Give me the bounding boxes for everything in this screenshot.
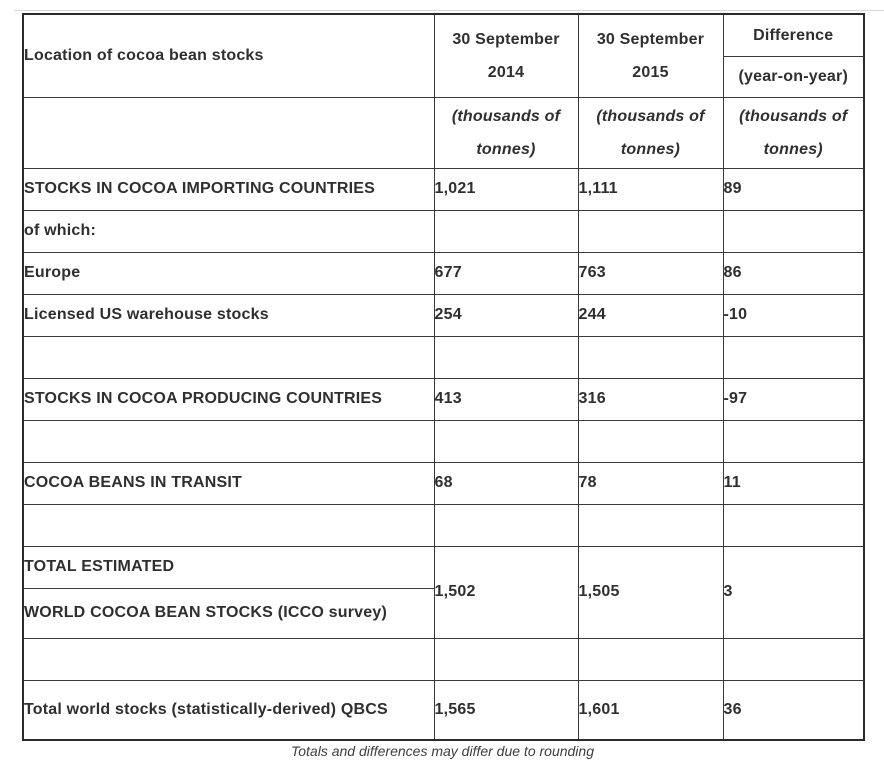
- value-2015: 1,505: [578, 546, 723, 638]
- row-importing-countries: [23, 168, 864, 210]
- value-2014: 413: [434, 378, 578, 420]
- header-30-sep-2014-line1: 30 September: [452, 30, 560, 48]
- value-2015: 763: [578, 252, 723, 294]
- spacer-cell: [23, 336, 434, 378]
- spacer-cell: [578, 420, 723, 462]
- spacer-cell: [434, 504, 578, 546]
- row-label: COCOA BEANS IN TRANSIT: [23, 462, 434, 504]
- row-europe: [23, 252, 864, 294]
- spacer-cell: [23, 504, 434, 546]
- row-label: Europe: [23, 252, 434, 294]
- units-2014-line1: (thousands of: [451, 107, 561, 125]
- header-30-sep-2014-line2: 2014: [487, 63, 525, 81]
- row-label: Total world stocks (statistically-derived) QBCS: [23, 680, 434, 740]
- units-2015-line2: tonnes): [620, 140, 681, 158]
- row-cocoa-in-transit: [23, 462, 864, 504]
- row-producing-countries: [23, 378, 864, 420]
- row-qbcs-total: [23, 680, 864, 740]
- units-row: [23, 97, 864, 168]
- spacer-cell: [723, 420, 864, 462]
- header-30-sep-2014: [434, 14, 578, 97]
- header-year-on-year: (year-on-year): [723, 56, 864, 97]
- row-label: STOCKS IN COCOA PRODUCING COUNTRIES: [23, 378, 434, 420]
- units-diff-line2: tonnes): [763, 140, 823, 158]
- row-label: of which:: [23, 210, 434, 252]
- value-2015: 1,111: [578, 168, 723, 210]
- spacer-cell: [578, 638, 723, 680]
- row-spacer: [23, 336, 864, 378]
- header-30-sep-2015-line1: 30 September: [596, 30, 705, 48]
- row-label: Licensed US warehouse stocks: [23, 294, 434, 336]
- units-2015-line1: (thousands of: [596, 107, 705, 125]
- value-2014: [434, 210, 578, 252]
- value-2014: 68: [434, 462, 578, 504]
- spacer-cell: [434, 420, 578, 462]
- value-difference: [723, 210, 864, 252]
- spacer-cell: [723, 638, 864, 680]
- value-difference: 11: [723, 462, 864, 504]
- row-licensed-us-warehouse: [23, 294, 864, 336]
- value-2015: 78: [578, 462, 723, 504]
- units-blank-cell: [23, 97, 434, 168]
- spacer-cell: [23, 638, 434, 680]
- spacer-cell: [723, 336, 864, 378]
- header-difference: Difference: [723, 14, 864, 56]
- row-label: WORLD COCOA BEAN STOCKS (ICCO survey): [23, 588, 434, 638]
- header-30-sep-2015: [578, 14, 723, 97]
- units-cell-2015: [578, 97, 723, 168]
- row-of-which: [23, 210, 864, 252]
- spacer-cell: [723, 504, 864, 546]
- units-cell-difference: [723, 97, 864, 168]
- units-diff-line1: (thousands of: [739, 107, 848, 125]
- row-label: STOCKS IN COCOA IMPORTING COUNTRIES: [23, 168, 434, 210]
- spacer-cell: [434, 638, 578, 680]
- value-difference: 36: [723, 680, 864, 740]
- cocoa-stocks-table: [22, 13, 865, 741]
- top-divider-line: [14, 10, 884, 11]
- spacer-cell: [23, 420, 434, 462]
- value-2014: 1,021: [434, 168, 578, 210]
- row-total-estimated: [23, 546, 864, 588]
- value-2014: 254: [434, 294, 578, 336]
- footnote: Totals and differences may differ due to rounding: [290, 743, 594, 759]
- header-location: Location of cocoa bean stocks: [23, 14, 434, 97]
- row-spacer: [23, 638, 864, 680]
- row-spacer: [23, 420, 864, 462]
- value-difference: -97: [723, 378, 864, 420]
- header-row-1: [23, 14, 864, 56]
- header-30-sep-2015-line2: 2015: [632, 63, 669, 81]
- spacer-cell: [434, 336, 578, 378]
- value-2014: 677: [434, 252, 578, 294]
- spacer-cell: [578, 504, 723, 546]
- value-2015: 316: [578, 378, 723, 420]
- row-label: TOTAL ESTIMATED: [23, 546, 434, 588]
- value-difference: 86: [723, 252, 864, 294]
- value-2015: 1,601: [578, 680, 723, 740]
- value-difference: -10: [723, 294, 864, 336]
- spacer-cell: [578, 336, 723, 378]
- units-2014-line2: tonnes): [476, 140, 536, 158]
- value-2015: 244: [578, 294, 723, 336]
- row-spacer: [23, 504, 864, 546]
- value-2015: [578, 210, 723, 252]
- value-2014: 1,565: [434, 680, 578, 740]
- value-difference: 3: [723, 546, 864, 638]
- units-cell-2014: [434, 97, 578, 168]
- value-difference: 89: [723, 168, 864, 210]
- value-2014: 1,502: [434, 546, 578, 638]
